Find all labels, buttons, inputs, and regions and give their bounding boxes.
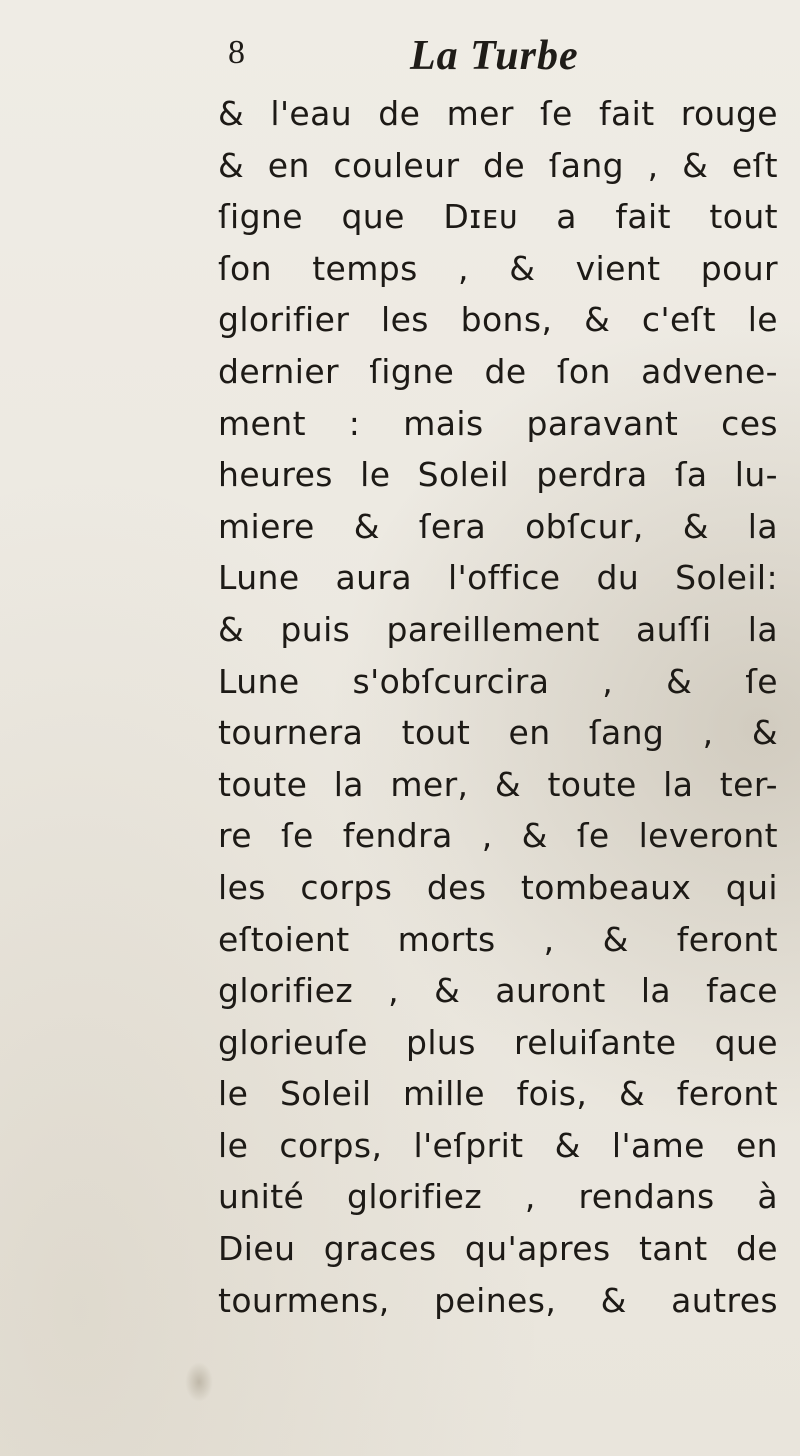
text-line: tournera tout en ſang , & [218, 713, 778, 753]
text-line: tourmens, peines, & autres [218, 1280, 778, 1320]
text-line: eſtoient morts , & feront [218, 919, 778, 959]
text-line: & en couleur de ſang , & eſt [218, 145, 778, 185]
text-line: ſigne que Dɪᴇᴜ a fait tout [218, 197, 778, 237]
text-line: ment : mais paravant ces [218, 403, 778, 443]
text-line: heures le Soleil perdra ſa lu- [218, 455, 778, 495]
text-line: & puis pareillement auſſi la [218, 609, 778, 649]
text-line: Lune aura l'office du Soleil: [218, 558, 778, 598]
text-line: ſon temps , & vient pour [218, 248, 778, 288]
text-line: re ſe fendra , & ſe leveront [218, 816, 778, 856]
text-line: les corps des tombeaux qui [218, 867, 778, 907]
text-line: glorieuſe plus reluiſante que [218, 1022, 778, 1062]
text-line: le Soleil mille fois, & feront [218, 1074, 778, 1114]
running-head [228, 32, 648, 92]
text-line: & l'eau de mer ſe fait rouge [218, 94, 778, 133]
text-line: glorifier les bons, & c'eſt le [218, 300, 778, 340]
text-line: toute la mer, & toute la ter- [218, 764, 778, 804]
page-number: 8 [228, 34, 245, 71]
text-line: Dieu graces qu'apres tant de [218, 1229, 778, 1269]
text-line: miere & ſera obſcur, & la [218, 506, 778, 546]
text-line: dernier ſigne de ſon advene- [218, 351, 778, 391]
text-line: unité glorifiez , rendans à [218, 1177, 778, 1217]
running-title: La Turbe [410, 33, 579, 79]
text-block [218, 88, 778, 1326]
text-line: glorifiez , & auront la face [218, 971, 778, 1011]
text-line: le corps, l'eſprit & l'ame en [218, 1125, 778, 1165]
text-line: Lune s'obſcurcira , & ſe [218, 661, 778, 701]
paper-stain [185, 1362, 213, 1402]
